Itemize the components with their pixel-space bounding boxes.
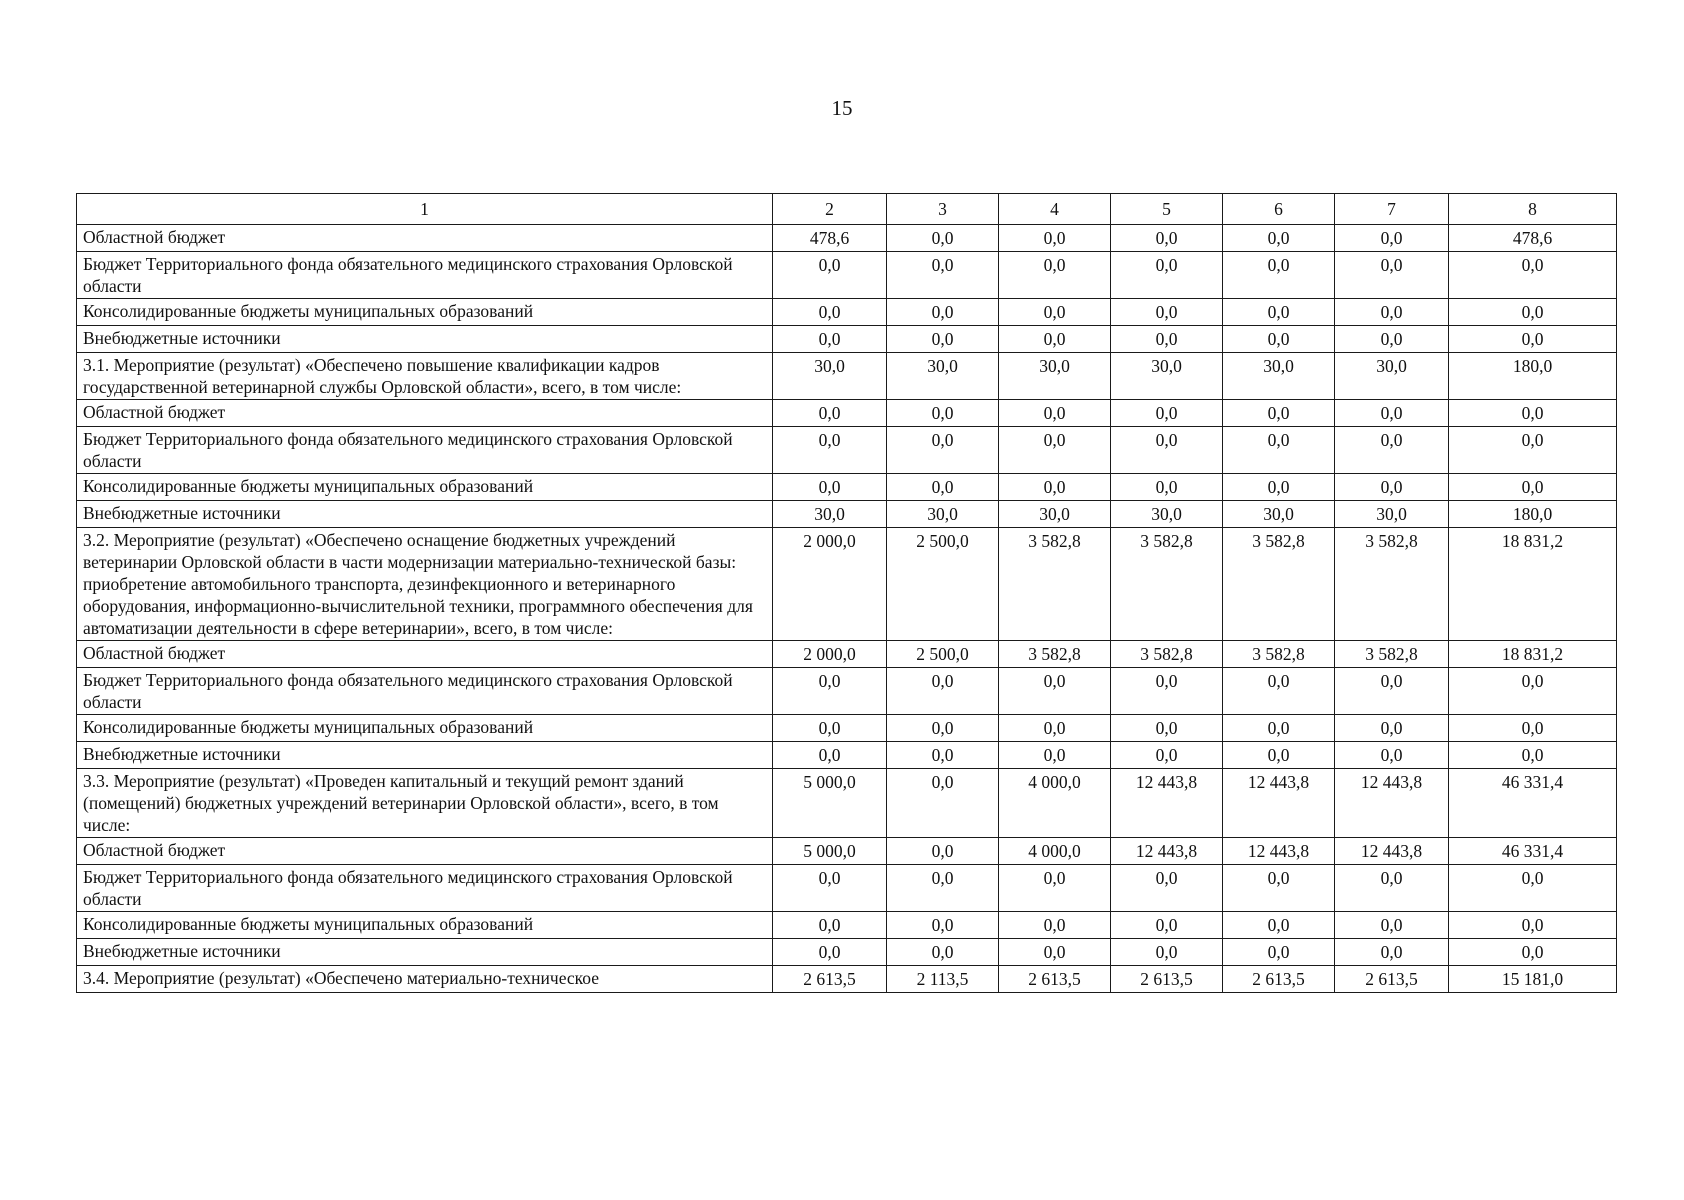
value-cell: 0,0 <box>1449 427 1617 474</box>
value-cell: 0,0 <box>1335 474 1449 501</box>
value-cell: 0,0 <box>887 912 999 939</box>
value-cell: 0,0 <box>1111 865 1223 912</box>
row-label: Областной бюджет <box>77 838 773 865</box>
value-cell: 0,0 <box>887 742 999 769</box>
value-cell: 30,0 <box>1335 353 1449 400</box>
row-label: Внебюджетные источники <box>77 326 773 353</box>
row-label: Консолидированные бюджеты муниципальных образований <box>77 474 773 501</box>
value-cell: 30,0 <box>887 501 999 528</box>
value-cell: 0,0 <box>1111 326 1223 353</box>
value-cell: 0,0 <box>1335 400 1449 427</box>
value-cell: 0,0 <box>887 715 999 742</box>
value-cell: 0,0 <box>1111 252 1223 299</box>
value-cell: 12 443,8 <box>1335 769 1449 838</box>
table-row <box>77 225 1617 252</box>
value-cell: 4 000,0 <box>999 838 1111 865</box>
value-cell: 15 181,0 <box>1449 966 1617 993</box>
value-cell: 18 831,2 <box>1449 528 1617 641</box>
value-cell: 478,6 <box>773 225 887 252</box>
value-cell: 0,0 <box>999 400 1111 427</box>
table-row <box>77 742 1617 769</box>
value-cell: 0,0 <box>999 474 1111 501</box>
value-cell: 0,0 <box>887 299 999 326</box>
value-cell: 180,0 <box>1449 501 1617 528</box>
value-cell: 0,0 <box>1449 474 1617 501</box>
value-cell: 0,0 <box>1223 299 1335 326</box>
value-cell: 0,0 <box>999 427 1111 474</box>
value-cell: 2 000,0 <box>773 641 887 668</box>
value-cell: 0,0 <box>1111 225 1223 252</box>
value-cell: 0,0 <box>1449 326 1617 353</box>
value-cell: 0,0 <box>999 668 1111 715</box>
value-cell: 0,0 <box>773 299 887 326</box>
value-cell: 0,0 <box>1111 427 1223 474</box>
value-cell: 0,0 <box>999 742 1111 769</box>
value-cell: 30,0 <box>773 353 887 400</box>
value-cell: 0,0 <box>999 225 1111 252</box>
value-cell: 46 331,4 <box>1449 769 1617 838</box>
row-label: Внебюджетные источники <box>77 939 773 966</box>
value-cell: 0,0 <box>887 252 999 299</box>
row-label: Бюджет Территориального фонда обязательного медицинского страхования Орловской области <box>77 427 773 474</box>
row-label: Бюджет Территориального фонда обязательного медицинского страхования Орловской области <box>77 668 773 715</box>
value-cell: 2 500,0 <box>887 528 999 641</box>
value-cell: 0,0 <box>887 225 999 252</box>
value-cell: 0,0 <box>1223 939 1335 966</box>
value-cell: 46 331,4 <box>1449 838 1617 865</box>
value-cell: 0,0 <box>1223 865 1335 912</box>
value-cell: 0,0 <box>1335 939 1449 966</box>
value-cell: 0,0 <box>1111 299 1223 326</box>
value-cell: 2 613,5 <box>1111 966 1223 993</box>
value-cell: 2 113,5 <box>887 966 999 993</box>
value-cell: 30,0 <box>1111 353 1223 400</box>
row-label: Консолидированные бюджеты муниципальных образований <box>77 912 773 939</box>
value-cell: 0,0 <box>999 912 1111 939</box>
value-cell: 30,0 <box>1111 501 1223 528</box>
value-cell: 0,0 <box>1335 225 1449 252</box>
value-cell: 3 582,8 <box>999 641 1111 668</box>
table-row <box>77 528 1617 641</box>
value-cell: 2 613,5 <box>773 966 887 993</box>
value-cell: 0,0 <box>1111 715 1223 742</box>
table-header-row <box>77 194 1617 225</box>
value-cell: 0,0 <box>773 427 887 474</box>
value-cell: 3 582,8 <box>1223 641 1335 668</box>
column-header: 2 <box>773 194 887 225</box>
value-cell: 0,0 <box>1449 939 1617 966</box>
column-header: 8 <box>1449 194 1617 225</box>
value-cell: 0,0 <box>1335 299 1449 326</box>
row-label: 3.4. Мероприятие (результат) «Обеспечено материально-техническое <box>77 966 773 993</box>
value-cell: 0,0 <box>1449 668 1617 715</box>
value-cell: 0,0 <box>1335 252 1449 299</box>
value-cell: 3 582,8 <box>1223 528 1335 641</box>
column-header: 1 <box>77 194 773 225</box>
value-cell: 0,0 <box>1223 427 1335 474</box>
value-cell: 0,0 <box>999 939 1111 966</box>
value-cell: 0,0 <box>773 326 887 353</box>
value-cell: 0,0 <box>887 939 999 966</box>
value-cell: 5 000,0 <box>773 769 887 838</box>
column-header: 7 <box>1335 194 1449 225</box>
value-cell: 0,0 <box>773 939 887 966</box>
value-cell: 0,0 <box>773 742 887 769</box>
value-cell: 0,0 <box>773 668 887 715</box>
value-cell: 0,0 <box>887 400 999 427</box>
value-cell: 2 613,5 <box>1223 966 1335 993</box>
page-number: 15 <box>831 96 853 120</box>
row-label: Внебюджетные источники <box>77 742 773 769</box>
row-label: Бюджет Территориального фонда обязательного медицинского страхования Орловской области <box>77 252 773 299</box>
table-row <box>77 838 1617 865</box>
value-cell: 0,0 <box>1335 912 1449 939</box>
table-row <box>77 912 1617 939</box>
value-cell: 180,0 <box>1449 353 1617 400</box>
value-cell: 2 500,0 <box>887 641 999 668</box>
value-cell: 0,0 <box>1111 474 1223 501</box>
value-cell: 0,0 <box>887 474 999 501</box>
value-cell: 0,0 <box>1223 715 1335 742</box>
row-label: Внебюджетные источники <box>77 501 773 528</box>
table-row <box>77 939 1617 966</box>
table-row <box>77 252 1617 299</box>
table-row <box>77 668 1617 715</box>
table-row <box>77 769 1617 838</box>
value-cell: 0,0 <box>1111 939 1223 966</box>
table-row <box>77 299 1617 326</box>
value-cell: 30,0 <box>773 501 887 528</box>
row-label: 3.1. Мероприятие (результат) «Обеспечено повышение квалификации кадров государственной ветеринарной службы Орловской области», всего, в том числе: <box>77 353 773 400</box>
table-row <box>77 400 1617 427</box>
value-cell: 0,0 <box>1111 912 1223 939</box>
value-cell: 3 582,8 <box>1111 641 1223 668</box>
table-row <box>77 501 1617 528</box>
value-cell: 0,0 <box>887 427 999 474</box>
value-cell: 12 443,8 <box>1223 838 1335 865</box>
value-cell: 0,0 <box>1449 742 1617 769</box>
column-header: 4 <box>999 194 1111 225</box>
value-cell: 30,0 <box>1223 501 1335 528</box>
row-label: 3.2. Мероприятие (результат) «Обеспечено оснащение бюджетных учреждений ветеринарии Орловской области в части модернизации материально-технической базы: приобретение автомобильного транспорта, дезинфекционного и ветеринарного оборудования, информационно-вычислительной техники, программного обеспечения для автоматизации деятельности в сфере ветеринарии», всего, в том числе: <box>77 528 773 641</box>
value-cell: 0,0 <box>1223 326 1335 353</box>
value-cell: 12 443,8 <box>1111 838 1223 865</box>
value-cell: 30,0 <box>1223 353 1335 400</box>
table-row <box>77 865 1617 912</box>
value-cell: 0,0 <box>1111 400 1223 427</box>
value-cell: 0,0 <box>887 326 999 353</box>
value-cell: 30,0 <box>887 353 999 400</box>
table-row <box>77 427 1617 474</box>
table-row <box>77 353 1617 400</box>
row-label: Областной бюджет <box>77 641 773 668</box>
value-cell: 12 443,8 <box>1111 769 1223 838</box>
value-cell: 0,0 <box>1223 912 1335 939</box>
row-label: Консолидированные бюджеты муниципальных образований <box>77 299 773 326</box>
value-cell: 4 000,0 <box>999 769 1111 838</box>
table-row <box>77 474 1617 501</box>
value-cell: 0,0 <box>887 865 999 912</box>
value-cell: 0,0 <box>1335 427 1449 474</box>
value-cell: 0,0 <box>999 252 1111 299</box>
value-cell: 0,0 <box>773 912 887 939</box>
value-cell: 0,0 <box>999 865 1111 912</box>
value-cell: 0,0 <box>1335 668 1449 715</box>
value-cell: 0,0 <box>1449 252 1617 299</box>
value-cell: 2 613,5 <box>1335 966 1449 993</box>
row-label: Областной бюджет <box>77 225 773 252</box>
value-cell: 478,6 <box>1449 225 1617 252</box>
value-cell: 0,0 <box>1335 326 1449 353</box>
budget-table <box>76 193 1617 993</box>
value-cell: 3 582,8 <box>999 528 1111 641</box>
row-label: 3.3. Мероприятие (результат) «Проведен капитальный и текущий ремонт зданий (помещений) бюджетных учреждений ветеринарии Орловской области», всего, в том числе: <box>77 769 773 838</box>
table-body <box>77 225 1617 993</box>
row-label: Областной бюджет <box>77 400 773 427</box>
table-row <box>77 641 1617 668</box>
value-cell: 0,0 <box>1449 299 1617 326</box>
value-cell: 5 000,0 <box>773 838 887 865</box>
value-cell: 0,0 <box>1449 912 1617 939</box>
value-cell: 0,0 <box>1111 668 1223 715</box>
value-cell: 30,0 <box>999 353 1111 400</box>
value-cell: 0,0 <box>887 668 999 715</box>
value-cell: 0,0 <box>773 474 887 501</box>
value-cell: 2 613,5 <box>999 966 1111 993</box>
value-cell: 0,0 <box>773 865 887 912</box>
column-header: 5 <box>1111 194 1223 225</box>
row-label: Бюджет Территориального фонда обязательного медицинского страхования Орловской области <box>77 865 773 912</box>
value-cell: 3 582,8 <box>1335 528 1449 641</box>
value-cell: 2 000,0 <box>773 528 887 641</box>
value-cell: 0,0 <box>773 715 887 742</box>
row-label: Консолидированные бюджеты муниципальных образований <box>77 715 773 742</box>
value-cell: 30,0 <box>1335 501 1449 528</box>
value-cell: 0,0 <box>887 838 999 865</box>
value-cell: 0,0 <box>773 252 887 299</box>
value-cell: 0,0 <box>1223 400 1335 427</box>
value-cell: 3 582,8 <box>1111 528 1223 641</box>
value-cell: 0,0 <box>1223 668 1335 715</box>
table-row <box>77 715 1617 742</box>
value-cell: 0,0 <box>999 299 1111 326</box>
value-cell: 0,0 <box>999 715 1111 742</box>
value-cell: 0,0 <box>1449 400 1617 427</box>
value-cell: 30,0 <box>999 501 1111 528</box>
value-cell: 0,0 <box>887 769 999 838</box>
value-cell: 0,0 <box>1223 474 1335 501</box>
value-cell: 0,0 <box>1223 252 1335 299</box>
value-cell: 0,0 <box>1335 742 1449 769</box>
value-cell: 12 443,8 <box>1223 769 1335 838</box>
value-cell: 0,0 <box>1449 715 1617 742</box>
column-header: 3 <box>887 194 999 225</box>
column-header: 6 <box>1223 194 1335 225</box>
value-cell: 3 582,8 <box>1335 641 1449 668</box>
value-cell: 12 443,8 <box>1335 838 1449 865</box>
value-cell: 0,0 <box>773 400 887 427</box>
value-cell: 0,0 <box>999 326 1111 353</box>
value-cell: 0,0 <box>1335 715 1449 742</box>
table-row <box>77 966 1617 993</box>
value-cell: 18 831,2 <box>1449 641 1617 668</box>
value-cell: 0,0 <box>1335 865 1449 912</box>
value-cell: 0,0 <box>1111 742 1223 769</box>
value-cell: 0,0 <box>1223 225 1335 252</box>
value-cell: 0,0 <box>1223 742 1335 769</box>
table-row <box>77 326 1617 353</box>
value-cell: 0,0 <box>1449 865 1617 912</box>
